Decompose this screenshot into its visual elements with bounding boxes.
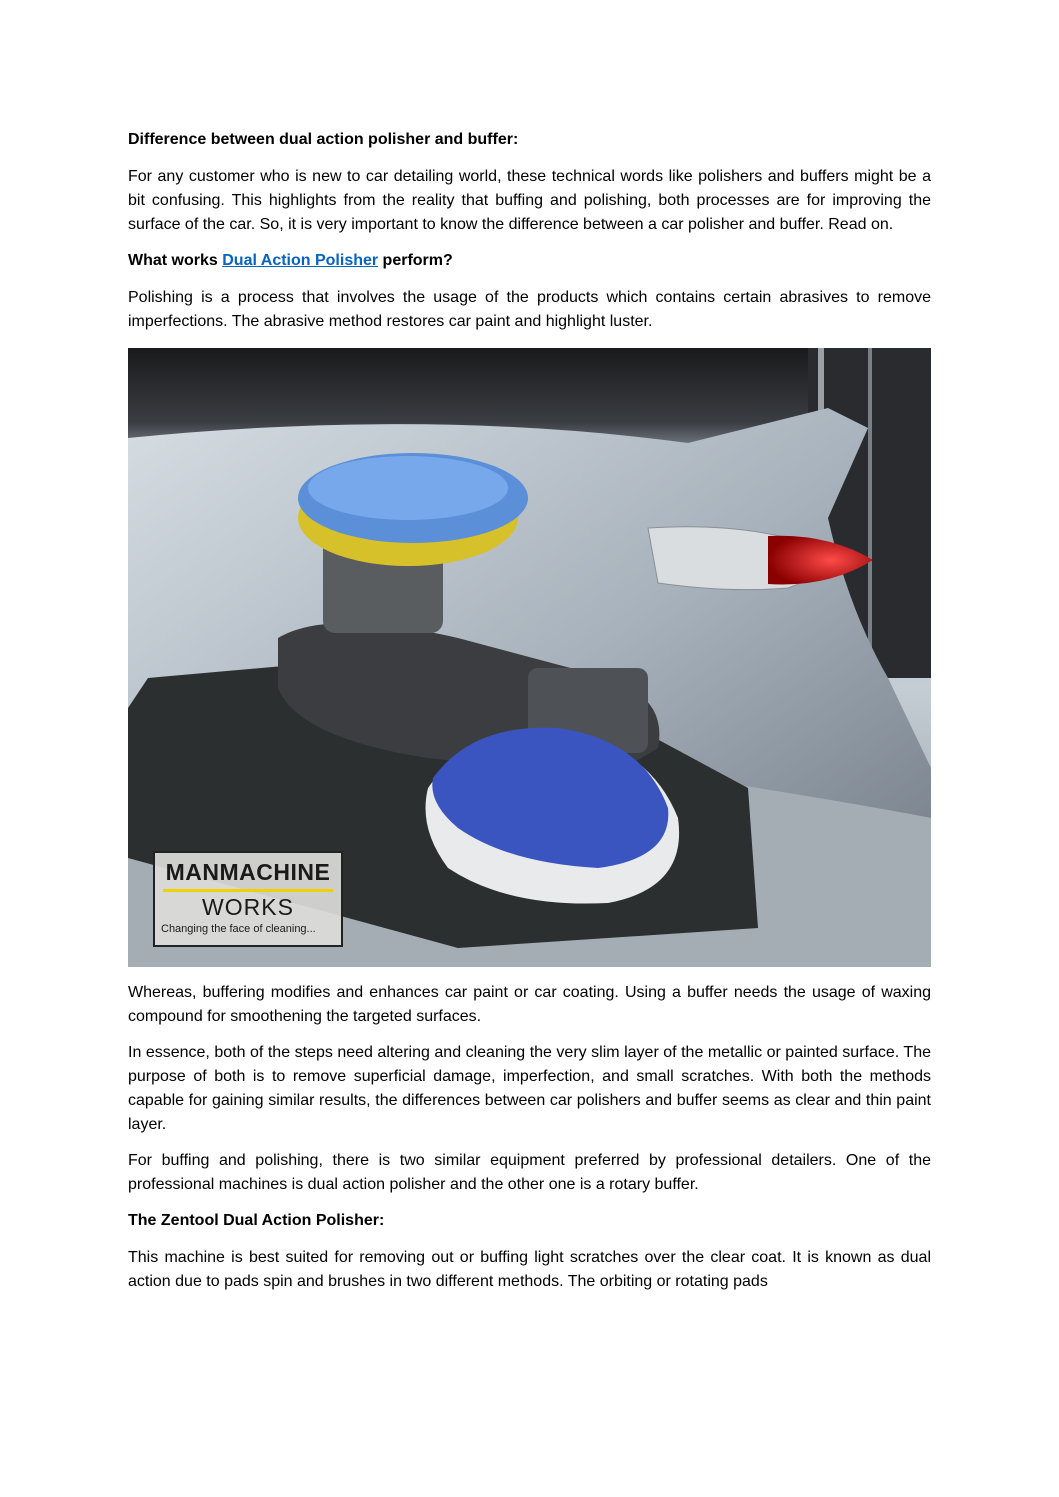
logo-tagline: Changing the face of cleaning...	[161, 923, 316, 935]
dual-action-polisher-link[interactable]: Dual Action Polisher	[222, 252, 379, 269]
equipment-paragraph: For buffing and polishing, there is two similar equipment preferred by professional detailers. One of the professional machines is dual action polisher and the other one is a rotary buffer.	[128, 1152, 931, 1193]
zentool-paragraph: This machine is best suited for removing out or buffing light scratches over the clear coat. It is known as dual action due to pads spin and brushes in two different methods. The orbiting or rotating pads	[128, 1249, 931, 1290]
document-page	[128, 128, 931, 1306]
essence-paragraph: In essence, both of the steps need altering and cleaning the very slim layer of the metallic or painted surface. The purpose of both is to remove superficial damage, imperfection, and small scratches. With both the methods capable for gaining similar results, the differences between car polishers and buffer seems as clear and thin paint layer.	[128, 1044, 931, 1133]
polisher-photo	[128, 348, 931, 967]
logo-line2: WORKS	[202, 894, 294, 920]
manmachine-works-logo	[153, 851, 343, 947]
intro-paragraph: For any customer who is new to car detailing world, these technical words like polishers and buffers might be a bit confusing. This highlights from the reality that buffing and polishing, both processes are for improving the surface of the car. So, it is very important to know the difference between a car polisher and buffer. Read on.	[128, 168, 931, 233]
logo-line1: MANMACHINE	[165, 859, 331, 885]
heading-prefix: What works	[128, 252, 223, 269]
polishing-paragraph: Polishing is a process that involves the usage of the products which contains certain abrasives to remove imperfections. The abrasive method restores car paint and highlight luster.	[128, 289, 931, 330]
section-heading-zentool: The Zentool Dual Action Polisher:	[128, 1212, 385, 1229]
section-heading-difference: Difference between dual action polisher and buffer:	[128, 131, 519, 148]
heading-suffix: perform?	[378, 252, 453, 269]
logo-divider	[163, 889, 333, 892]
section-heading-what-works	[128, 249, 931, 273]
buffering-paragraph: Whereas, buffering modifies and enhances car paint or car coating. Using a buffer needs the usage of waxing compound for smoothening the targeted surfaces.	[128, 984, 931, 1025]
